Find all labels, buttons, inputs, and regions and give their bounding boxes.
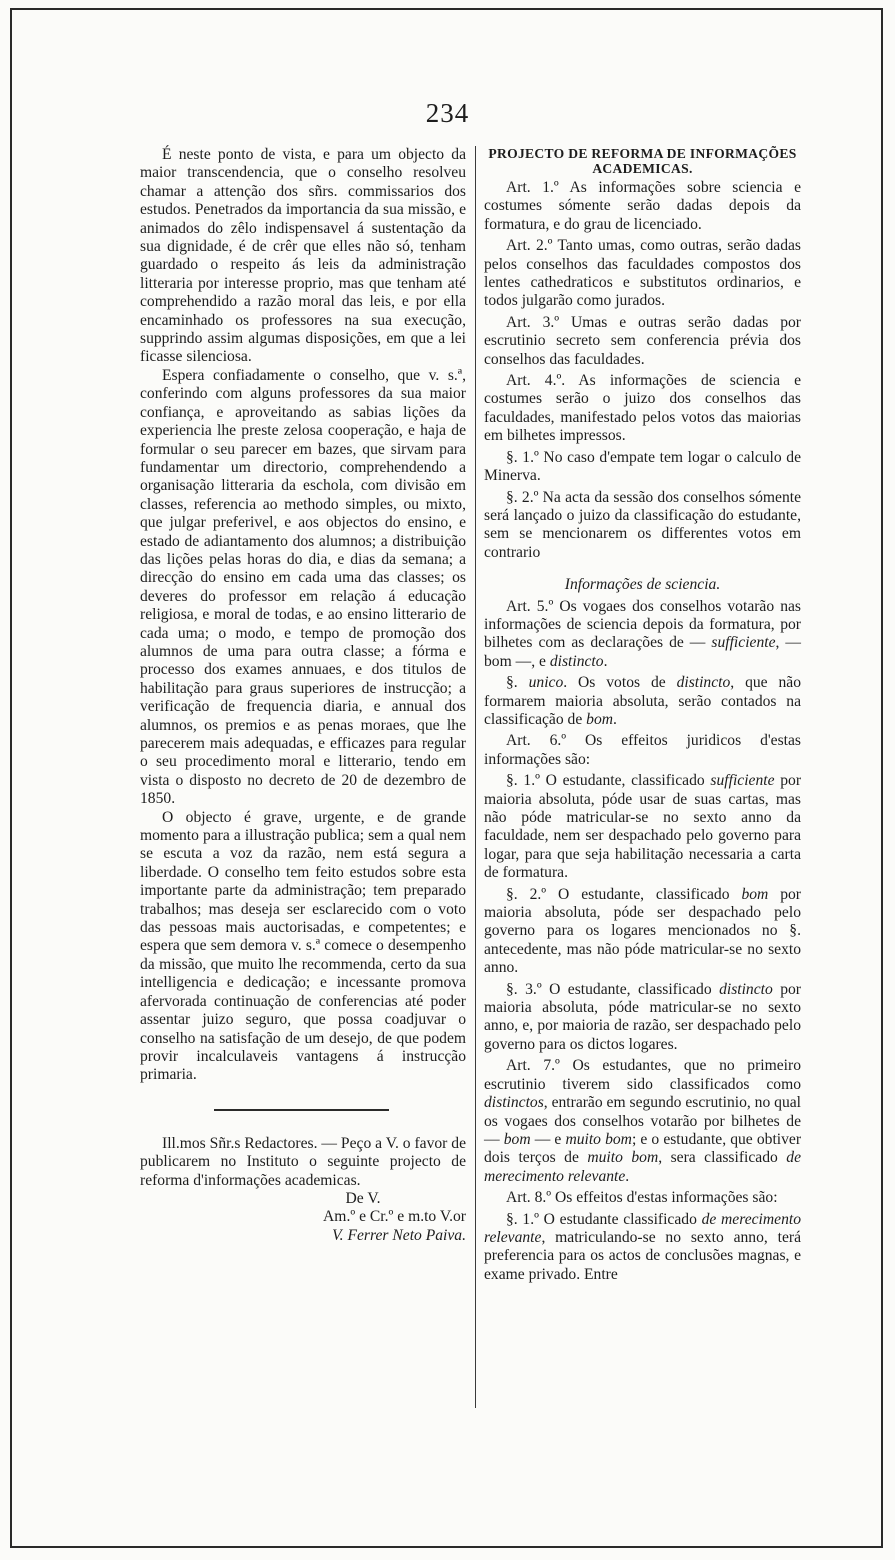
signature [140, 1227, 466, 1245]
section-subheading: Informações de sciencia. [564, 576, 721, 594]
paragraph-3: O objecto é grave, urgente, e de grande momento para a illustração publica; sem a qual nem se escuta a voz da razão, nem está segura a liberdade. O conselho tem feito estudos sobre esta importante parte da administração; tem preparado trabalhos; mas deseja ser esclarecido com o voto das pessoas mais auctorisadas, e competentes; e espera que sem demora v. s.ª comece o desempenho da missão, que muito lhe recommenda, certo da sua intelligencia e dedicação; e incessante promova afervorada continuação de conferencias até poder assentar juizo seguro, que possa coadjuvar o conselho na satisfação de um desejo, de que podem provir incalculaveis vantagens á instrucção primaria. [140, 808, 466, 1084]
paragraph-1: É neste ponto de vista, e para um objecto da maior transcendencia, que o conselho resolveu chamar a attenção dos sñrs. commissarios dos estudos. Penetrados da importancia da sua missão, e animados do zêlo indispensavel á sustentação da sua dignidade, é de crêr que elles não só, tenham guardado o respeito ás leis da administração litteraria por interesse proprio, mas que tenham até comprehendido a razão moral das leis, e por ella encaminhado os professores na sua execução, supprindo assim algumas disposições, em que a lei ficasse silenciosa. [140, 146, 466, 366]
article-7: Art. 7.º Os estudantes, que no primeiro escrutinio tiverem sido classificados como distinctos, entrarão em segundo escrutinio, no qual os vogaes dos conselhos votarão por bilhetes de — bom — e muito bom; e o estudante, que obtiver dois terços de muito bom, sera classificado de merecimento relevante. [484, 1057, 802, 1185]
closing-line-1: De V. [345, 1189, 381, 1207]
article-1: Art. 1.º As informações sobre sciencia e costumes sómente serão dadas depois da formatura, e do grau de licenciado. [484, 179, 801, 233]
column-divider [475, 146, 476, 1408]
article-2: Art. 2.º Tanto umas, como outras, serão dadas pelos conselhos das faculdades compostos dos lentes cathedraticos e substitutos ordinarios, e todos julgarão como jurados. [484, 237, 801, 310]
closing-line-2: Am.º e Cr.º e m.to V.or [323, 1208, 466, 1226]
left-column [140, 146, 466, 1245]
signature-text: V. Ferrer Neto Paiva. [332, 1226, 466, 1244]
article-5: Art. 5.º Os vogaes dos conselhos votarão nas informações de sciencia depois da formatura, por bilhetes com as declarações de — sufficiente, — bom —, e distincto. [484, 597, 801, 670]
article-6-paragraph-3: §. 3.º O estudante, classificado distincto por maioria absoluta, póde matricular-se no sexto anno, e, por maioria de razão, ser despachado pelo governo para os dictos logares. [484, 980, 802, 1053]
article-6: Art. 6.º Os effeitos juridicos d'estas informações são: [484, 732, 801, 768]
page-number: 234 [425, 98, 470, 128]
article-4-paragraph-1: §. 1.º No caso d'empate tem logar o calculo de Minerva. [484, 448, 801, 485]
article-3: Art. 3.º Umas e outras serão dadas por escrutinio secreto sem conferencia prévia dos conselhos das faculdades. [484, 313, 801, 368]
section-separator [214, 1109, 389, 1111]
project-heading: PROJECTO DE REFORMA DE INFORMAÇÕES ACADEMICAS. [488, 146, 797, 176]
article-6-paragraph-1: §. 1.º O estudante, classificado sufficiente por maioria absoluta, póde usar de suas cartas, mas não póde matricular-se no sexto anno da faculdade, nem ser despachado pelo governo para logar, para que seja habilitação necessaria a carta de formatura. [484, 772, 802, 882]
article-8-paragraph-1: §. 1.º O estudante classificado de merecimento relevante, matriculando-se no sexto anno, terá preferencia para os actos de conclusões magnas, e exame privado. Entre [484, 1210, 801, 1283]
paragraph-2: Espera confiadamente o conselho, que v. s.ª, conferindo com alguns professores da sua maior confiança, e aproveitando as sabias lições da experiencia lhe preste zelosa cooperação, e haja de formular o seu parecer em bazes, que sirvam para fundamentar um directorio, comprehendendo a organisação litteraria da eschola, com divisão em classes, referencia ao methodo simples, ou mixto, que julgar preferivel, e aos objectos do ensino, e estado de adiantamento dos alumnos; a distribuição das lições pelas horas do dia, e dias da semana; a direcção do ensino em cada uma das classes; os deveres do professor em relação á educação religiosa, e moral de todas, e ao ensino litterario de cada uma; o modo, e tempo de promoção dos alumnos de uma para outra classe; a fórma e processo dos exames annuaes, e dos titulos de habilitação para graus superiores de instrucção; a verificação de frequencia diaria, e annual dos alumnos, os premios e as penas moraes, que lhe parecerem mais adequadas, e efficazes para regular o seu procedimento moral e litterario, tendo em vista o disposto no decreto de 20 de dezembro de 1850. [140, 366, 466, 808]
article-6-paragraph-2: §. 2.º O estudante, classificado bom por maioria absoluta, póde ser despachado pelo governo para os logares mencionados no §. antecedente, mas não póde matricular-se no sexto anno. [484, 885, 801, 977]
letter-to-editors: Ill.mos Sñr.s Redactores. — Peço a V. o favor de publicarem no Instituto o seguinte projecto de reforma d'informações academicas. [140, 1134, 466, 1189]
right-column [484, 146, 801, 1287]
article-8: Art. 8.º Os effeitos d'estas informações são: [506, 1189, 778, 1207]
article-5-unico: §. unico. Os votos de distincto, que não formarem maioria absoluta, serão contados na classificação de bom. [484, 674, 801, 728]
article-4: Art. 4.º. As informações de sciencia e costumes serão o juizo dos conselhos das faculdades, manifestado pelos votos das maiorias em bilhetes impressos. [484, 372, 801, 445]
article-4-paragraph-2: §. 2.º Na acta da sessão dos conselhos sómente será lançado o juizo da classificação do estudante, sem se mencionarem os differentes votos em contrario [484, 488, 801, 561]
